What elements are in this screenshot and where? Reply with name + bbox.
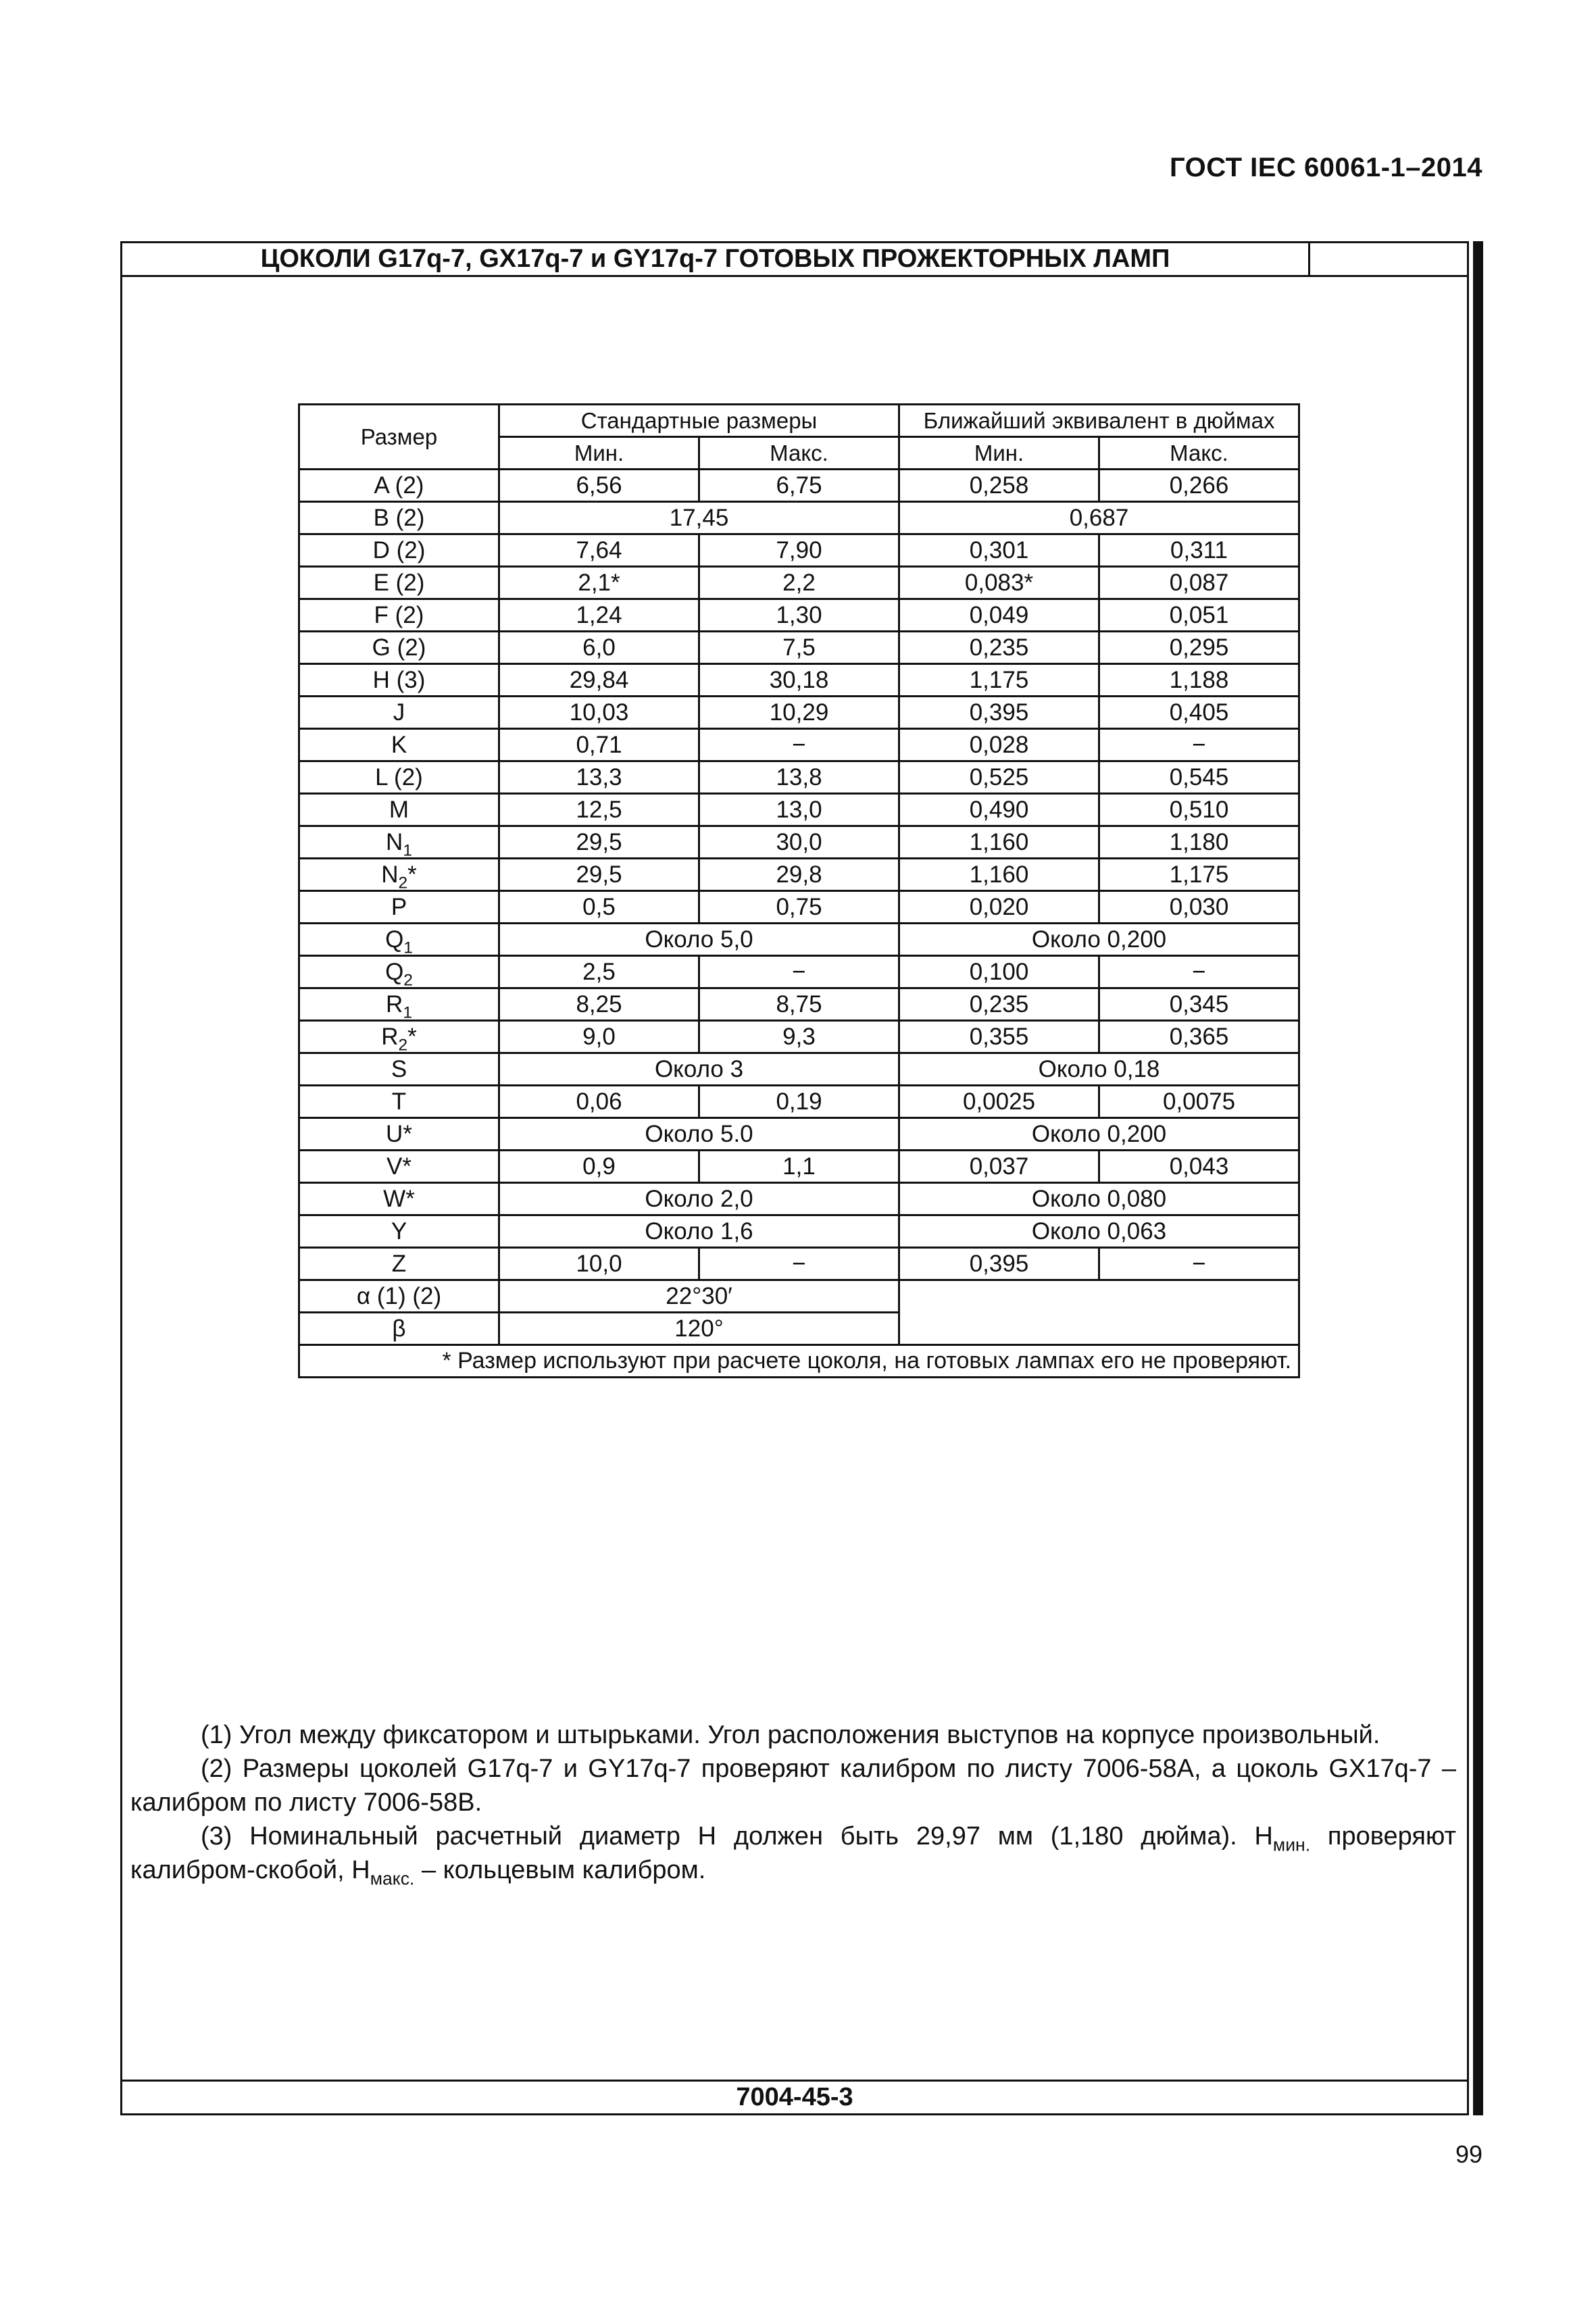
- row-label-suffix: *: [407, 1024, 417, 1050]
- row-label-main: A (2): [374, 472, 424, 499]
- cell-in-min: 0,100: [899, 956, 1099, 988]
- table-row: [299, 1118, 1299, 1151]
- cell-in-min: 0,0025: [899, 1086, 1099, 1118]
- row-label-subscript: 2: [403, 971, 413, 988]
- row-label-main: W*: [383, 1186, 415, 1212]
- cell-mm-min: 2,5: [499, 956, 699, 988]
- table-row: [299, 470, 1299, 502]
- row-label-main: T: [391, 1088, 407, 1115]
- table-row: [299, 761, 1299, 794]
- table-row: [299, 956, 1299, 988]
- row-label: [299, 761, 499, 794]
- cell-mm-nominal: Около 1,6: [499, 1215, 899, 1248]
- table-row: [299, 1248, 1299, 1280]
- row-label-main: S: [391, 1056, 407, 1082]
- row-label-main: P: [391, 894, 407, 920]
- row-label: [299, 1183, 499, 1215]
- cell-mm-min: 29,84: [499, 664, 699, 697]
- cell-mm-min: 6,0: [499, 632, 699, 664]
- row-label-main: Q: [385, 959, 404, 985]
- cell-in-max: 0,545: [1099, 761, 1299, 794]
- cell-mm-max: 13,8: [699, 761, 899, 794]
- cell-mm-max: 9,3: [699, 1021, 899, 1053]
- table-row: [299, 1215, 1299, 1248]
- table-row: [299, 502, 1299, 534]
- row-label: [299, 567, 499, 599]
- dimensions-table: [298, 403, 1300, 1378]
- cell-in-nominal: Около 0,18: [899, 1053, 1299, 1086]
- cell-mm-max: 7,90: [699, 534, 899, 567]
- note-2: (2) Размеры цоколей G17q-7 и GY17q-7 проверяют калибром по листу 7006-58A, а цоколь GX17q-7 – калибром по листу 7006-58B.: [130, 1755, 1456, 1817]
- cell-mm-max: 30,18: [699, 664, 899, 697]
- table-row: [299, 664, 1299, 697]
- title-divider: [1308, 243, 1310, 275]
- cell-mm-max: 13,0: [699, 794, 899, 826]
- cell-mm-nominal: Около 3: [499, 1053, 899, 1086]
- row-label-main: U*: [386, 1121, 412, 1147]
- row-label: α (1) (2): [299, 1280, 499, 1313]
- row-label: [299, 729, 499, 761]
- cell-in-min: 0,258: [899, 470, 1099, 502]
- cell-in-nominal: Около 0,200: [899, 924, 1299, 956]
- cell-mm-max: 1,30: [699, 599, 899, 632]
- table-row: [299, 924, 1299, 956]
- cell-empty: [899, 1280, 1299, 1345]
- cell-mm-min: 13,3: [499, 761, 699, 794]
- cell-in-min: 0,355: [899, 1021, 1099, 1053]
- row-label-main: L (2): [375, 764, 423, 790]
- row-label: [299, 599, 499, 632]
- cell-in-min: 0,083*: [899, 567, 1099, 599]
- row-label: [299, 1118, 499, 1151]
- table-row: [299, 1086, 1299, 1118]
- cell-mm-max: −: [699, 729, 899, 761]
- cell-mm-max: 7,5: [699, 632, 899, 664]
- cell-in-min: 0,037: [899, 1151, 1099, 1183]
- cell-mm-max: 10,29: [699, 697, 899, 729]
- cell-in-max: −: [1099, 1248, 1299, 1280]
- row-label-main: R: [386, 991, 403, 1017]
- row-label-main: Z: [391, 1251, 407, 1277]
- table-row: [299, 891, 1299, 924]
- cell-mm-min: 12,5: [499, 794, 699, 826]
- cell-in-min: 0,028: [899, 729, 1099, 761]
- table-footnote: * Размер используют при расчете цоколя, на готовых лампах его не проверяют.: [299, 1345, 1299, 1378]
- row-label: [299, 1151, 499, 1183]
- cell-in-min: 0,490: [899, 794, 1099, 826]
- row-label: [299, 1021, 499, 1053]
- cell-mm-max: 30,0: [699, 826, 899, 859]
- cell-in-max: 1,188: [1099, 664, 1299, 697]
- table-row-angle: [299, 1280, 1299, 1313]
- cell-angle-value: 120°: [499, 1313, 899, 1345]
- row-label-main: M: [389, 797, 409, 823]
- row-label-suffix: *: [407, 861, 417, 888]
- cell-in-min: 1,160: [899, 826, 1099, 859]
- row-label: [299, 502, 499, 534]
- cell-in-max: 0,311: [1099, 534, 1299, 567]
- table-row: [299, 599, 1299, 632]
- cell-in-max: 0,365: [1099, 1021, 1299, 1053]
- note-3: [130, 1819, 1456, 1887]
- row-label: [299, 534, 499, 567]
- row-label-main: D (2): [372, 537, 426, 563]
- header-in-max: Макс.: [1099, 437, 1299, 470]
- row-label: [299, 988, 499, 1021]
- row-label: [299, 664, 499, 697]
- row-label-subscript: 2: [398, 874, 408, 891]
- cell-mm-nominal: Около 5,0: [499, 924, 899, 956]
- cell-in-max: −: [1099, 729, 1299, 761]
- note-3-part-c: – кольцевым калибром.: [414, 1856, 706, 1884]
- sheet-frame: [120, 241, 1469, 2115]
- note-3-sub-max: макс.: [370, 1868, 415, 1889]
- table-row: [299, 1021, 1299, 1053]
- cell-in-min: 0,395: [899, 1248, 1099, 1280]
- cell-in-nominal: 0,687: [899, 502, 1299, 534]
- cell-in-max: 0,087: [1099, 567, 1299, 599]
- header-size: Размер: [299, 405, 499, 470]
- row-label: [299, 924, 499, 956]
- cell-in-min: 0,049: [899, 599, 1099, 632]
- cell-mm-min: 6,56: [499, 470, 699, 502]
- cell-in-max: −: [1099, 956, 1299, 988]
- cell-in-min: 0,235: [899, 988, 1099, 1021]
- cell-mm-nominal: 17,45: [499, 502, 899, 534]
- table-row: [299, 534, 1299, 567]
- cell-mm-max: −: [699, 956, 899, 988]
- header-mm-max: Макс.: [699, 437, 899, 470]
- cell-mm-max: 2,2: [699, 567, 899, 599]
- cell-in-max: 0,345: [1099, 988, 1299, 1021]
- cell-mm-nominal: Около 5.0: [499, 1118, 899, 1151]
- row-label-main: Q: [385, 926, 404, 953]
- cell-in-min: 0,525: [899, 761, 1099, 794]
- cell-mm-min: 10,03: [499, 697, 699, 729]
- cell-mm-min: 8,25: [499, 988, 699, 1021]
- cell-mm-min: 29,5: [499, 859, 699, 891]
- row-label-subscript: 1: [403, 938, 413, 956]
- row-label-main: B (2): [373, 505, 425, 531]
- notes-section: [130, 1718, 1456, 1887]
- cell-mm-min: 2,1*: [499, 567, 699, 599]
- cell-mm-max: 8,75: [699, 988, 899, 1021]
- row-label: [299, 794, 499, 826]
- header-inch: Ближайший эквивалент в дюймах: [899, 405, 1299, 437]
- cell-in-max: 0,266: [1099, 470, 1299, 502]
- row-label-main: E (2): [373, 570, 425, 596]
- cell-in-min: 1,160: [899, 859, 1099, 891]
- cell-mm-min: 9,0: [499, 1021, 699, 1053]
- cell-in-max: 0,0075: [1099, 1086, 1299, 1118]
- note-3-part-b: проверяют калибром-скобой, H: [130, 1822, 1456, 1884]
- row-label-main: N: [386, 829, 403, 855]
- row-label-subscript: 1: [403, 841, 412, 859]
- table-row: [299, 826, 1299, 859]
- cell-in-max: 0,043: [1099, 1151, 1299, 1183]
- cell-in-min: 0,301: [899, 534, 1099, 567]
- table-row: [299, 1053, 1299, 1086]
- row-label: [299, 891, 499, 924]
- table-footnote-row: [299, 1345, 1299, 1378]
- row-label-main: J: [393, 699, 405, 726]
- cell-in-max: 0,030: [1099, 891, 1299, 924]
- cell-mm-max: 0,19: [699, 1086, 899, 1118]
- cell-mm-min: 7,64: [499, 534, 699, 567]
- cell-angle-value: 22°30′: [499, 1280, 899, 1313]
- cell-in-nominal: Около 0,063: [899, 1215, 1299, 1248]
- cell-mm-min: 0,71: [499, 729, 699, 761]
- row-label: [299, 1248, 499, 1280]
- row-label-main: R: [381, 1024, 399, 1050]
- row-label: [299, 632, 499, 664]
- frame-side-bar: [1473, 241, 1483, 2115]
- header-mm-min: Мин.: [499, 437, 699, 470]
- cell-mm-nominal: Около 2,0: [499, 1183, 899, 1215]
- row-label-main: Y: [391, 1218, 407, 1244]
- cell-in-nominal: Около 0,080: [899, 1183, 1299, 1215]
- cell-in-max: 1,180: [1099, 826, 1299, 859]
- sheet-title: ЦОКОЛИ G17q-7, GX17q-7 и GY17q-7 ГОТОВЫХ ПРОЖЕКТОРНЫХ ЛАМП: [260, 245, 1170, 273]
- row-label: [299, 1215, 499, 1248]
- table-header-row: [299, 405, 1299, 437]
- row-label: [299, 697, 499, 729]
- cell-mm-min: 0,06: [499, 1086, 699, 1118]
- cell-in-max: 0,510: [1099, 794, 1299, 826]
- row-label-subscript: 2: [398, 1036, 408, 1053]
- row-label: [299, 1053, 499, 1086]
- cell-mm-min: 10,0: [499, 1248, 699, 1280]
- row-label: [299, 956, 499, 988]
- cell-in-nominal: Около 0,200: [899, 1118, 1299, 1151]
- cell-mm-min: 0,5: [499, 891, 699, 924]
- header-standard: Стандартные размеры: [499, 405, 899, 437]
- note-3-sub-min: мин.: [1272, 1834, 1311, 1855]
- cell-mm-min: 0,9: [499, 1151, 699, 1183]
- cell-mm-min: 29,5: [499, 826, 699, 859]
- row-label: [299, 826, 499, 859]
- cell-mm-min: 1,24: [499, 599, 699, 632]
- cell-in-min: 1,175: [899, 664, 1099, 697]
- table-row: [299, 794, 1299, 826]
- cell-mm-max: 29,8: [699, 859, 899, 891]
- cell-in-min: 0,235: [899, 632, 1099, 664]
- cell-mm-max: 1,1: [699, 1151, 899, 1183]
- cell-in-max: 1,175: [1099, 859, 1299, 891]
- row-label-main: N: [381, 861, 399, 888]
- row-label-main: V*: [386, 1153, 412, 1180]
- header-in-min: Мин.: [899, 437, 1099, 470]
- row-label-main: F (2): [374, 602, 424, 628]
- cell-in-max: 0,295: [1099, 632, 1299, 664]
- row-label: [299, 1086, 499, 1118]
- row-label: [299, 859, 499, 891]
- row-label-subscript: 1: [403, 1003, 412, 1021]
- cell-mm-max: −: [699, 1248, 899, 1280]
- page-number: 99: [1455, 2140, 1482, 2168]
- table-row: [299, 632, 1299, 664]
- cell-in-max: 0,405: [1099, 697, 1299, 729]
- row-label-main: K: [391, 732, 407, 758]
- table-row: [299, 1151, 1299, 1183]
- table-row: [299, 729, 1299, 761]
- note-1: (1) Угол между фиксатором и штырьками. Угол расположения выступов на корпусе произвольный.: [201, 1721, 1380, 1749]
- row-label: [299, 470, 499, 502]
- row-label-main: G (2): [372, 634, 426, 661]
- row-label: β: [299, 1313, 499, 1345]
- document-standard-code: ГОСТ IEC 60061-1–2014: [1169, 153, 1482, 182]
- cell-in-min: 0,020: [899, 891, 1099, 924]
- note-3-part-a: (3) Номинальный расчетный диаметр H должен быть 29,97 мм (1,180 дюйма). H: [201, 1822, 1273, 1851]
- sheet-title-row: [122, 243, 1467, 277]
- table-row: [299, 988, 1299, 1021]
- cell-in-min: 0,395: [899, 697, 1099, 729]
- cell-mm-max: 0,75: [699, 891, 899, 924]
- table-row: [299, 567, 1299, 599]
- cell-in-max: 0,051: [1099, 599, 1299, 632]
- table-row: [299, 697, 1299, 729]
- sheet-code: 7004-45-3: [122, 2080, 1467, 2113]
- table-row: [299, 859, 1299, 891]
- table-row: [299, 1183, 1299, 1215]
- cell-mm-max: 6,75: [699, 470, 899, 502]
- row-label-main: H (3): [372, 667, 426, 693]
